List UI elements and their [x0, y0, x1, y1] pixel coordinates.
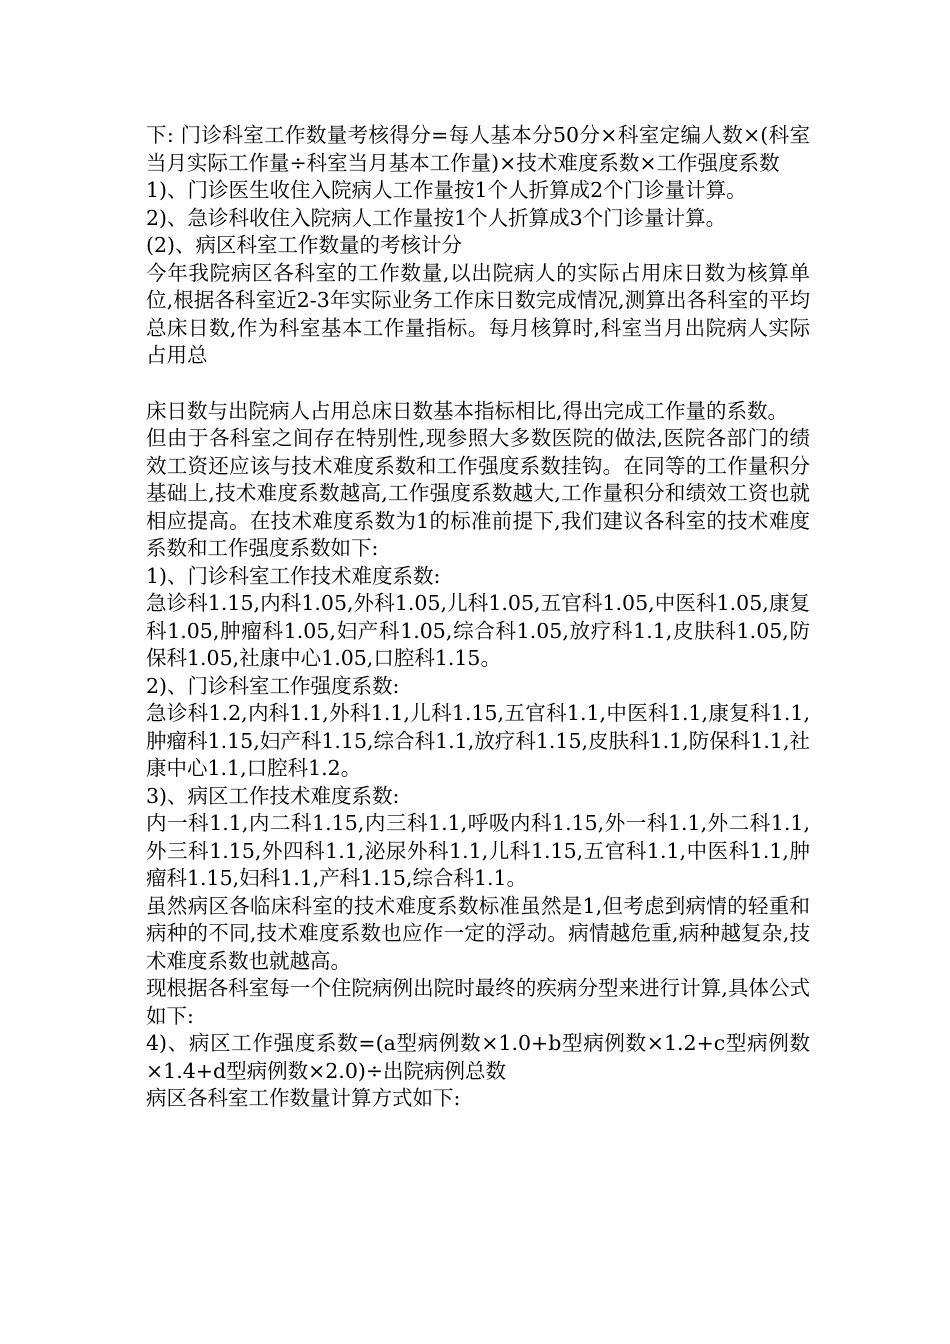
paragraph-coefficient-rationale: 但由于各科室之间存在特别性,现参照大多数医院的做法,医院各部门的绩效工资还应该与技术难度系数和工作强度系数挂钩。在同等的工作量积分基础上,技术难度系数越高,工作强度系数越大,工作量积分和绩效工资也就相应提高。在技术难度系数为1的标准前提下,我们建议各科室的技术难度系数和工作强度系数如下: — [146, 426, 810, 560]
list-outpatient-difficulty-values: 急诊科1.15,内科1.05,外科1.05,儿科1.05,五官科1.05,中医科1.05,康复科1.05,肿瘤科1.05,妇产科1.05,综合科1.05,放疗科1.1,皮肤科1.05,防保科1.05,社康中心1.05,口腔科1.15。 — [146, 591, 810, 670]
paragraph-outpatient-score-formula: 下: 门诊科室工作数量考核得分=每人基本分50分×科室定编人数×(科室当月实际工作量÷科室当月基本工作量)×技术难度系数×工作强度系数 — [146, 123, 810, 175]
heading-ward-difficulty: 3)、病区工作技术难度系数: — [146, 783, 400, 808]
paragraph-difficulty-variation: 虽然病区各临床科室的技术难度系数标准虽然是1,但考虑到病情的轻重和病种的不同,技术难度系数也应作一定的浮动。病情越危重,病种越复杂,技术难度系数也就越高。 — [146, 893, 810, 973]
paragraph-ward-calculation-intro: 病区各科室工作数量计算方式如下: — [146, 1086, 461, 1110]
list-ward-difficulty-values: 内一科1.1,内二科1.15,内三科1.1,呼吸内科1.15,外一科1.1,外二科1.1,外三科1.15,外四科1.1,泌尿外科1.1,儿科1.15,五官科1.1,中医科1.1,肿瘤科1.15,妇科1.1,产科1.15,综合科1.1。 — [146, 811, 810, 890]
section-heading-ward-workload: (2)、病区科室工作数量的考核计分 — [146, 233, 463, 257]
paragraph-calculation-basis: 现根据各科室每一个住院病例出院时最终的疾病分型来进行计算,具体公式如下: — [146, 976, 810, 1028]
document-body — [146, 122, 810, 1113]
heading-outpatient-difficulty: 1)、门诊科室工作技术难度系数: — [146, 563, 441, 588]
formula-ward-intensity: 4)、病区工作强度系数=(a型病例数×1.0+b型病例数×1.2+c型病例数×1.4+d型病例数×2.0)÷出院病例总数 — [146, 1031, 810, 1083]
paragraph-outpatient-admission-rule: 1)、门诊医生收住入院病人工作量按1个人折算成2个门诊量计算。 — [146, 178, 747, 202]
paragraph-ward-bed-days: 今年我院病区各科室的工作数量,以出院病人的实际占用床日数为核算单位,根据各科室近2-3年实际业务工作床日数完成情况,测算出各科室的平均总床日数,作为科室基本工作量指标。每月核算时,科室当月出院病人实际占用总 — [146, 260, 810, 367]
page-break-gap — [146, 370, 810, 398]
paragraph-emergency-admission-rule: 2)、急诊科收住入院病人工作量按1个人折算成3个门诊量计算。 — [146, 205, 727, 230]
paragraph-bed-days-coefficient: 床日数与出院病人占用总床日数基本指标相比,得出完成工作量的系数。 — [146, 398, 789, 423]
heading-outpatient-intensity: 2)、门诊科室工作强度系数: — [146, 673, 400, 698]
list-outpatient-intensity-values: 急诊科1.2,内科1.1,外科1.1,儿科1.15,五官科1.1,中医科1.1,康复科1.1,肿瘤科1.15,妇产科1.15,综合科1.1,放疗科1.15,皮肤科1.1,防保科1.1,社康中心1.1,口腔科1.2。 — [146, 701, 810, 780]
